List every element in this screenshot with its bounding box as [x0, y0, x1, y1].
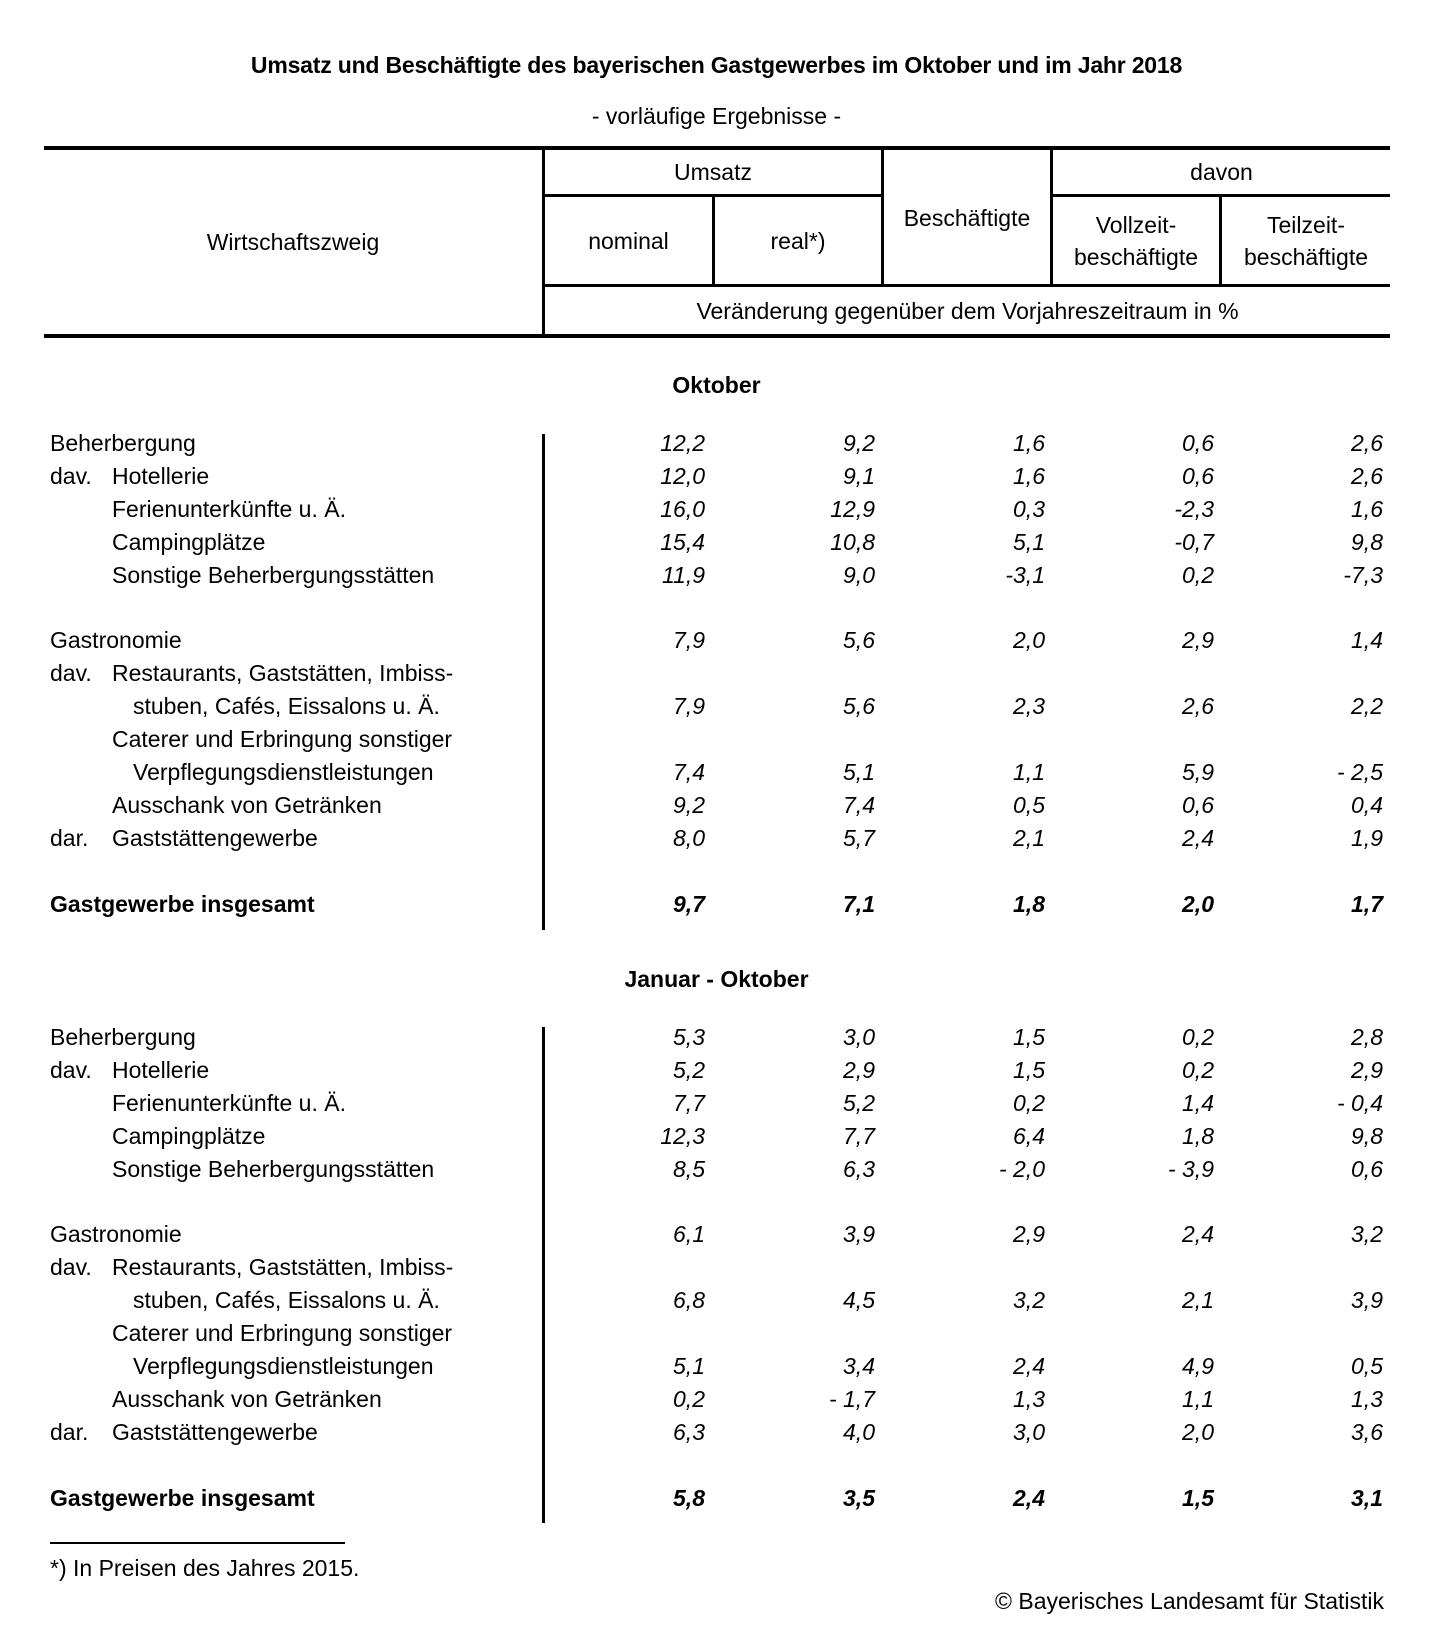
table-row — [0, 1254, 1433, 1287]
cell-value: 5,8 — [673, 1485, 705, 1511]
cell-value: 0,5 — [1351, 1353, 1383, 1379]
header-bottom-rule — [44, 334, 1390, 338]
cell-value: 0,6 — [1182, 463, 1214, 489]
cell-value: - 3,9 — [1167, 1156, 1214, 1182]
row-label: Gaststättengewerbe — [112, 825, 318, 851]
row-label: Gaststättengewerbe — [112, 1419, 318, 1445]
cell-value: 0,2 — [673, 1386, 705, 1412]
row-label: Gastgewerbe insgesamt — [50, 1485, 315, 1511]
cell-value: 0,2 — [1182, 562, 1214, 588]
cell-value: 5,2 — [673, 1057, 705, 1083]
table-row — [0, 1024, 1433, 1057]
cell-value: 1,6 — [1013, 430, 1045, 456]
row-prefix: dar. — [50, 825, 89, 851]
column-header-davon: davon — [1190, 159, 1253, 185]
cell-value: 7,9 — [673, 627, 705, 653]
row-label: Sonstige Beherbergungsstätten — [112, 1156, 435, 1182]
row-label: Caterer und Erbringung sonstiger — [112, 726, 453, 752]
cell-value: 9,8 — [1351, 1123, 1383, 1149]
cell-value: 2,1 — [1013, 825, 1045, 851]
cell-value: 12,3 — [660, 1123, 705, 1149]
row-label: Sonstige Beherbergungsstätten — [112, 562, 435, 588]
table-row — [0, 430, 1433, 463]
cell-value: 6,3 — [843, 1156, 875, 1182]
cell-value: - 0,4 — [1336, 1090, 1383, 1116]
row-label: Gastronomie — [50, 1221, 182, 1247]
cell-value: 2,2 — [1351, 693, 1383, 719]
cell-value: 2,9 — [1182, 627, 1214, 653]
column-header-vollzeit: Vollzeit- beschäftigte — [1073, 211, 1199, 270]
cell-value: 1,5 — [1013, 1024, 1045, 1050]
cell-value: 11,9 — [661, 562, 705, 588]
cell-value: - 2,0 — [998, 1156, 1045, 1182]
cell-value: 1,5 — [1013, 1057, 1045, 1083]
table-row — [0, 1287, 1433, 1320]
row-label: Verpflegungsdienstleistungen — [133, 759, 434, 785]
cell-value: 1,9 — [1351, 825, 1383, 851]
cell-value: 5,6 — [843, 693, 875, 719]
table-row — [0, 627, 1433, 660]
cell-value: 5,2 — [843, 1090, 875, 1116]
row-label: stuben, Cafés, Eissalons u. Ä. — [133, 1287, 440, 1313]
table-row — [0, 1386, 1433, 1419]
cell-value: 0,2 — [1182, 1057, 1214, 1083]
table-row-total — [0, 1485, 1433, 1518]
cell-value: -0,7 — [1174, 529, 1214, 555]
cell-value: - 2,5 — [1336, 759, 1383, 785]
cell-value: 5,7 — [843, 825, 875, 851]
cell-value: 3,4 — [843, 1353, 875, 1379]
cell-value: -7,3 — [1343, 562, 1383, 588]
cell-value: 7,4 — [843, 792, 875, 818]
cell-value: 1,7 — [1351, 891, 1383, 917]
row-label: Verpflegungsdienstleistungen — [133, 1353, 434, 1379]
row-label: Caterer und Erbringung sonstiger — [112, 1320, 453, 1346]
cell-value: -2,3 — [1174, 496, 1214, 522]
cell-value: 1,1 — [1013, 759, 1045, 785]
cell-value: 2,9 — [1351, 1057, 1383, 1083]
table-row — [0, 1090, 1433, 1123]
cell-value: 5,1 — [673, 1353, 705, 1379]
table-row-total — [0, 891, 1433, 924]
cell-value: 1,5 — [1182, 1485, 1214, 1511]
table-row — [0, 660, 1433, 693]
column-header-nominal: nominal — [588, 227, 669, 254]
row-prefix: dar. — [50, 1419, 89, 1445]
row-prefix: dav. — [50, 660, 92, 686]
cell-value: 3,0 — [843, 1024, 875, 1050]
table-row — [0, 496, 1433, 529]
cell-value: 12,0 — [660, 463, 705, 489]
cell-value: 2,6 — [1351, 463, 1383, 489]
cell-value: 1,1 — [1182, 1386, 1214, 1412]
cell-value: 8,0 — [673, 825, 705, 851]
row-label: Hotellerie — [112, 463, 210, 489]
row-label: Restaurants, Gaststätten, Imbiss- — [112, 1254, 454, 1280]
page-title: Umsatz und Beschäftigte des bayerischen Gastgewerbes im Oktober und im Jahr 2018 — [250, 52, 1183, 78]
row-label: stuben, Cafés, Eissalons u. Ä. — [133, 693, 440, 719]
cell-value: 16,0 — [660, 496, 705, 522]
row-label: Beherbergung — [50, 430, 196, 456]
cell-value: 6,3 — [673, 1419, 705, 1445]
column-header-beschaeftigte: Beschäftigte — [903, 205, 1031, 231]
cell-value: 12,2 — [660, 430, 705, 456]
cell-value: 9,2 — [843, 430, 875, 456]
cell-value: 7,4 — [673, 759, 705, 785]
table-row — [0, 1221, 1433, 1254]
table-row — [0, 1353, 1433, 1386]
cell-value: 3,5 — [843, 1485, 875, 1511]
cell-value: 9,2 — [673, 792, 705, 818]
copyright: © Bayerisches Landesamt für Statistik — [995, 1588, 1384, 1614]
cell-value: 15,4 — [660, 529, 705, 555]
cell-value: 0,5 — [1013, 792, 1045, 818]
cell-value: 1,8 — [1182, 1123, 1214, 1149]
cell-value: 0,2 — [1013, 1090, 1045, 1116]
cell-value: 10,8 — [830, 529, 875, 555]
cell-value: 6,4 — [1013, 1123, 1045, 1149]
cell-value: 5,9 — [1182, 759, 1214, 785]
row-prefix: dav. — [50, 1057, 92, 1083]
cell-value: 0,6 — [1182, 792, 1214, 818]
column-header-real: real*) — [770, 227, 826, 254]
cell-value: 5,6 — [843, 627, 875, 653]
cell-value: 1,3 — [1351, 1386, 1383, 1412]
table-row — [0, 1320, 1433, 1353]
cell-value: 2,4 — [1182, 1221, 1214, 1247]
cell-value: 2,0 — [1013, 627, 1045, 653]
footnote: *) In Preisen des Jahres 2015. — [50, 1555, 360, 1581]
cell-value: 12,9 — [830, 496, 875, 522]
table-row — [0, 825, 1433, 858]
cell-value: 7,7 — [843, 1123, 875, 1149]
table-row — [0, 1419, 1433, 1452]
row-label: Ferienunterkünfte u. Ä. — [112, 496, 346, 522]
cell-value: 3,9 — [1351, 1287, 1383, 1313]
table-row — [0, 1123, 1433, 1156]
cell-value: 6,1 — [673, 1221, 705, 1247]
cell-value: 4,5 — [843, 1287, 875, 1313]
cell-value: 2,0 — [1182, 1419, 1214, 1445]
cell-value: 5,1 — [1013, 529, 1045, 555]
cell-value: 3,1 — [1351, 1485, 1383, 1511]
cell-value: 2,0 — [1182, 891, 1214, 917]
row-label: Ausschank von Getränken — [112, 1386, 382, 1412]
cell-value: 2,4 — [1013, 1353, 1045, 1379]
table-row — [0, 1057, 1433, 1090]
cell-value: 9,8 — [1351, 529, 1383, 555]
row-label: Campingplätze — [112, 529, 266, 555]
row-label: Beherbergung — [50, 1024, 196, 1050]
column-header-unit: Veränderung gegenüber dem Vorjahreszeitraum in % — [696, 297, 1239, 324]
cell-value: 2,6 — [1182, 693, 1214, 719]
cell-value: 3,0 — [1013, 1419, 1045, 1445]
cell-value: 2,4 — [1182, 825, 1214, 851]
cell-value: 1,4 — [1182, 1090, 1214, 1116]
cell-value: 7,7 — [673, 1090, 705, 1116]
page-subtitle: - vorläufige Ergebnisse - — [591, 103, 842, 129]
cell-value: 0,6 — [1182, 430, 1214, 456]
cell-value: 0,4 — [1351, 792, 1383, 818]
cell-value: 1,3 — [1013, 1386, 1045, 1412]
table-row — [0, 759, 1433, 792]
row-label: Hotellerie — [112, 1057, 210, 1083]
cell-value: -3,1 — [1005, 562, 1045, 588]
cell-value: 2,9 — [843, 1057, 875, 1083]
cell-value: 5,3 — [673, 1024, 705, 1050]
column-header-wirtschaftszweig: Wirtschaftszweig — [206, 229, 380, 255]
cell-value: 0,2 — [1182, 1024, 1214, 1050]
cell-value: 9,7 — [673, 891, 705, 917]
cell-value: 1,8 — [1013, 891, 1045, 917]
section-title: Oktober — [672, 372, 761, 398]
table-row — [0, 693, 1433, 726]
column-header-teilzeit: Teilzeit- beschäftigte — [1243, 211, 1369, 270]
cell-value: 1,4 — [1351, 627, 1383, 653]
cell-value: 2,4 — [1013, 1485, 1045, 1511]
table-row — [0, 1156, 1433, 1189]
cell-value: 2,3 — [1013, 693, 1045, 719]
footnote-rule — [50, 1542, 345, 1544]
cell-value: 4,0 — [843, 1419, 875, 1445]
cell-value: 9,1 — [843, 463, 875, 489]
row-label: Gastronomie — [50, 627, 182, 653]
cell-value: 6,8 — [673, 1287, 705, 1313]
cell-value: 2,9 — [1013, 1221, 1045, 1247]
cell-value: 2,8 — [1351, 1024, 1383, 1050]
cell-value: 0,6 — [1351, 1156, 1383, 1182]
section-title: Januar - Oktober — [624, 966, 809, 992]
column-header-umsatz: Umsatz — [674, 159, 752, 185]
cell-value: 1,6 — [1351, 496, 1383, 522]
row-label: Restaurants, Gaststätten, Imbiss- — [112, 660, 454, 686]
cell-value: 1,6 — [1013, 463, 1045, 489]
cell-value: 3,6 — [1351, 1419, 1383, 1445]
table-row — [0, 463, 1433, 496]
cell-value: 7,9 — [673, 693, 705, 719]
row-label: Gastgewerbe insgesamt — [50, 891, 315, 917]
row-prefix: dav. — [50, 1254, 92, 1280]
cell-value: 3,2 — [1013, 1287, 1045, 1313]
table-row — [0, 726, 1433, 759]
cell-value: 9,0 — [843, 562, 875, 588]
table-row — [0, 562, 1433, 595]
cell-value: 4,9 — [1182, 1353, 1214, 1379]
cell-value: 3,9 — [843, 1221, 875, 1247]
row-label: Ausschank von Getränken — [112, 792, 382, 818]
cell-value: 0,3 — [1013, 496, 1045, 522]
cell-value: 2,6 — [1351, 430, 1383, 456]
cell-value: 2,1 — [1182, 1287, 1214, 1313]
table-row — [0, 792, 1433, 825]
cell-value: 7,1 — [843, 891, 875, 917]
row-label: Campingplätze — [112, 1123, 266, 1149]
table-row — [0, 529, 1433, 562]
cell-value: 3,2 — [1351, 1221, 1383, 1247]
cell-value: - 1,7 — [828, 1386, 875, 1412]
cell-value: 5,1 — [843, 759, 875, 785]
cell-value: 8,5 — [673, 1156, 705, 1182]
row-prefix: dav. — [50, 463, 92, 489]
row-label: Ferienunterkünfte u. Ä. — [112, 1090, 346, 1116]
